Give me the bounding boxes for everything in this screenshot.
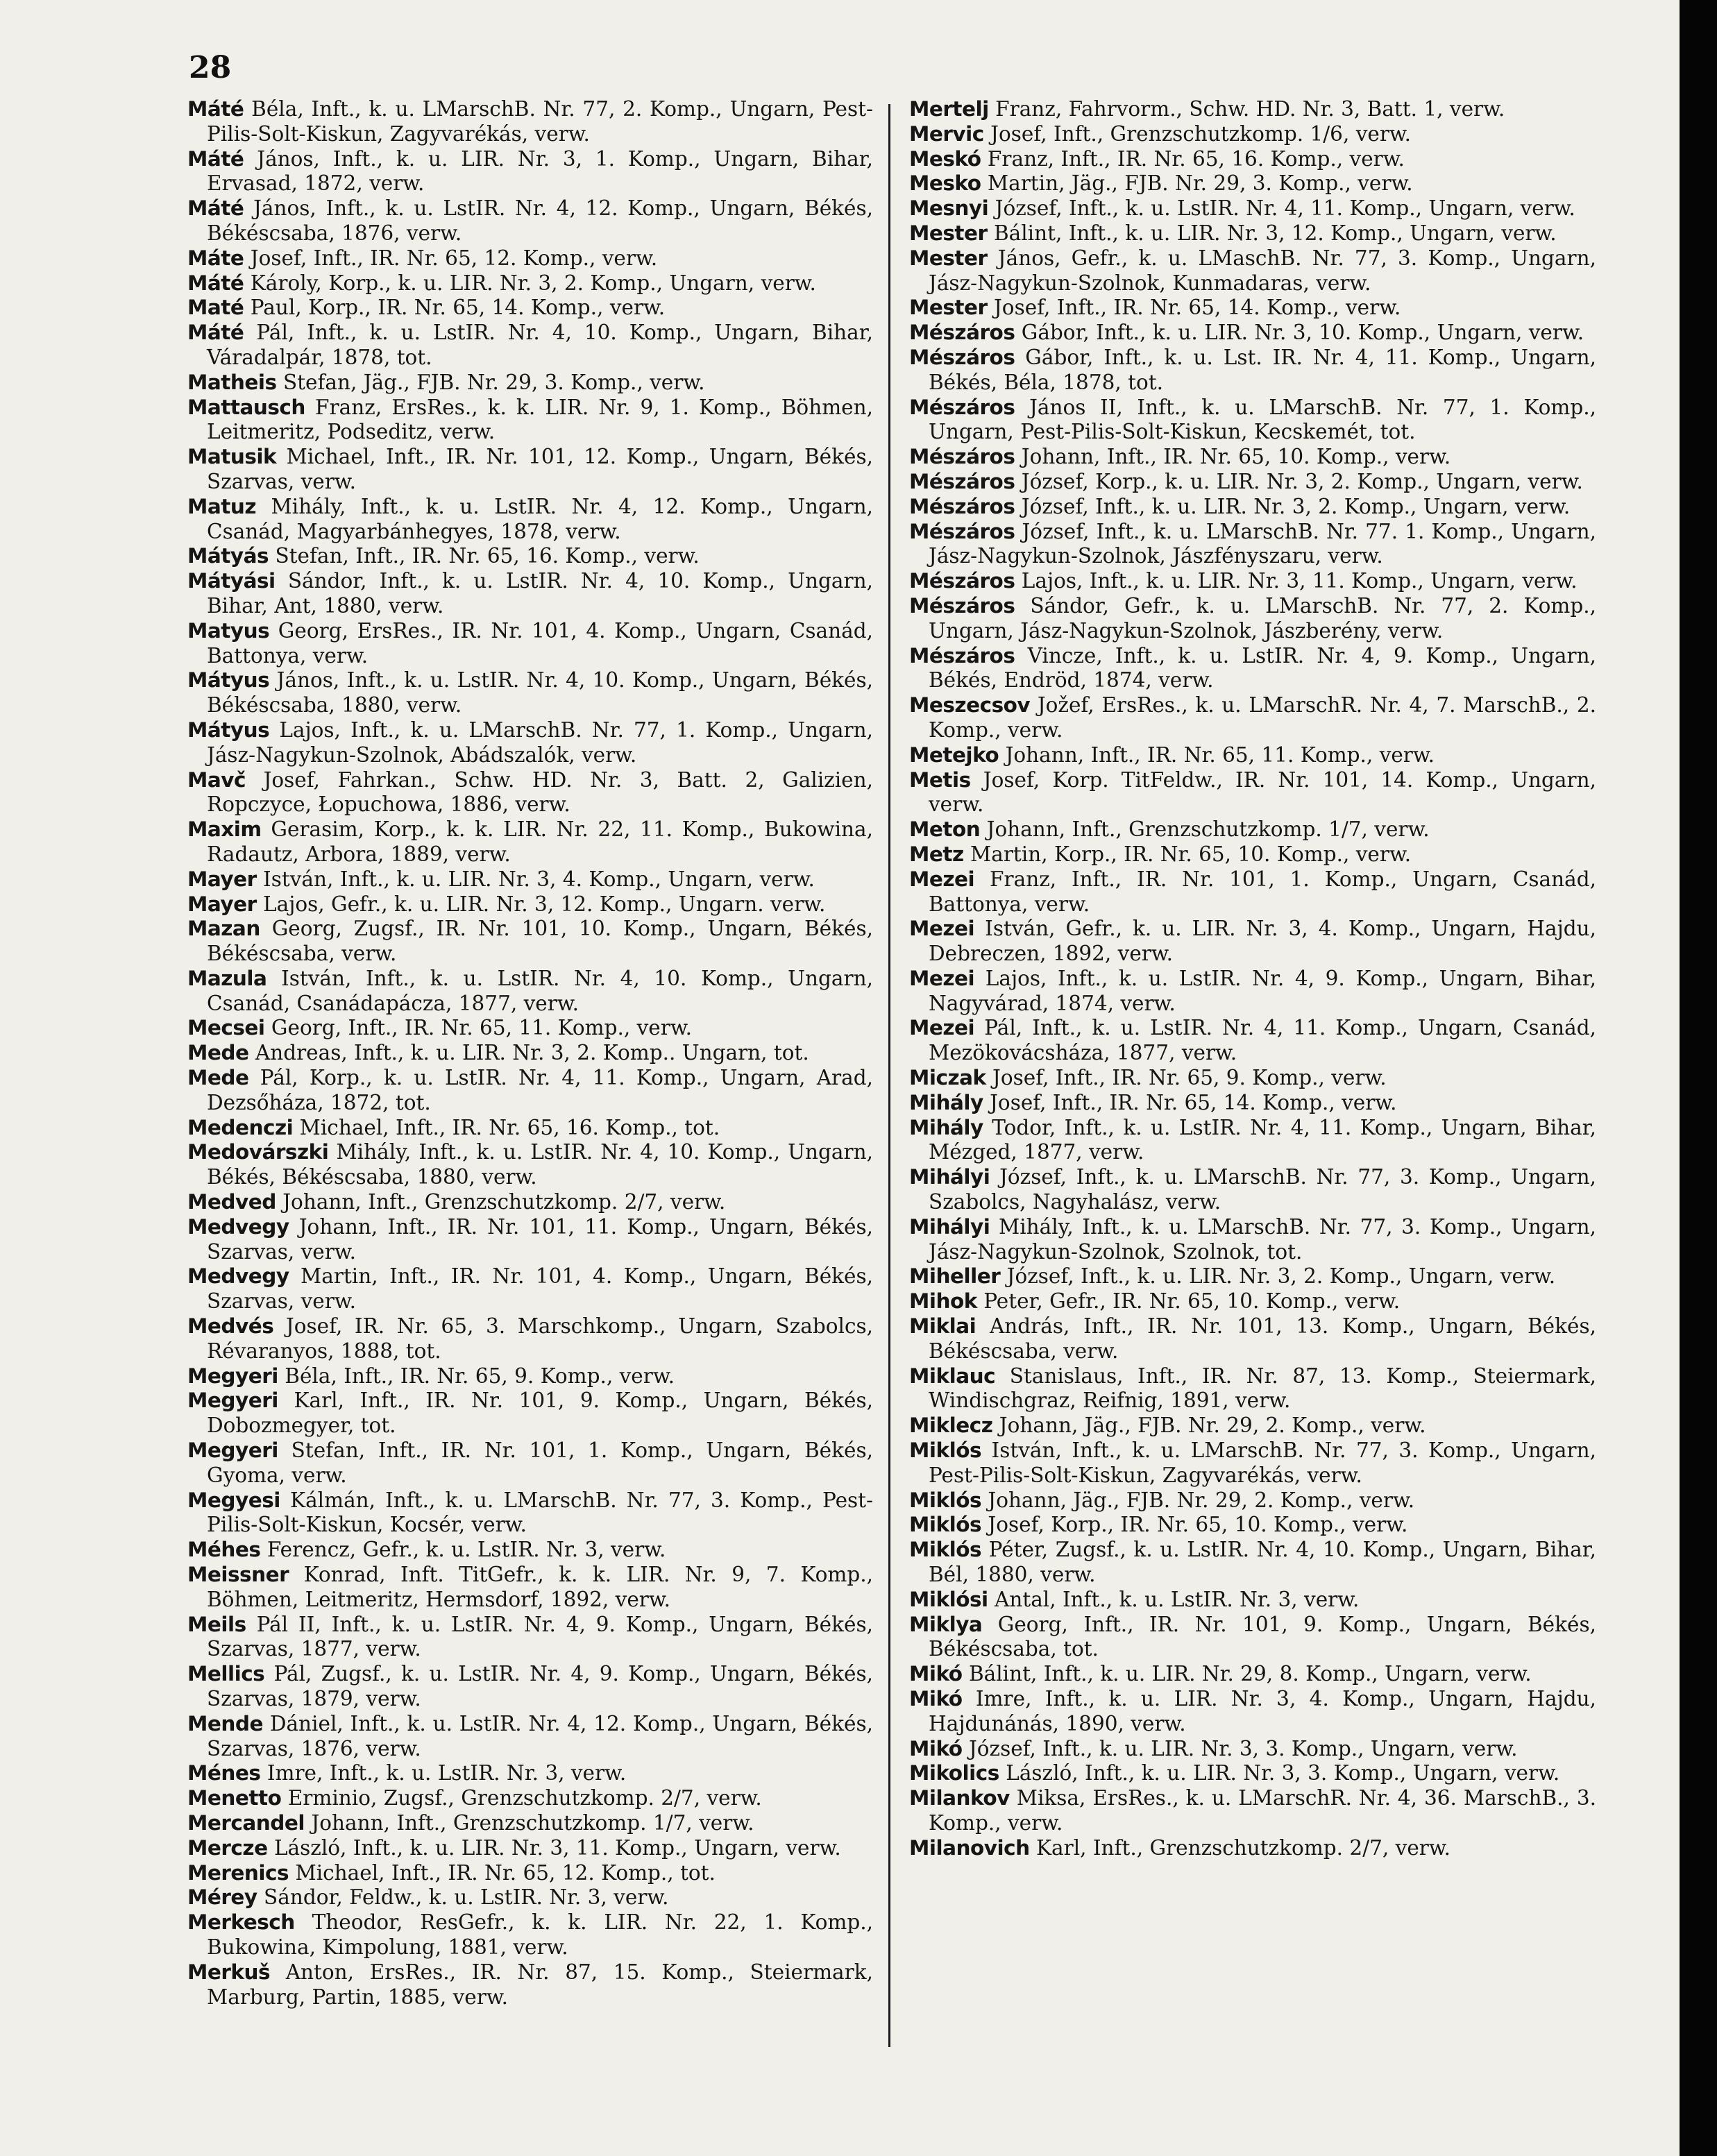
entry-surname: Medvés xyxy=(187,1314,274,1339)
entry-surname: Mészáros xyxy=(909,395,1015,419)
entry-details: Pál, Zugsf., k. u. LstIR. Nr. 4, 9. Komp., Ungarn, Békés, Szarvas, 1879, verw. xyxy=(207,1662,873,1711)
entry-details: Pál II, Inft., k. u. LstIR. Nr. 4, 9. Komp., Ungarn, Békés, Szarvas, 1877, verw. xyxy=(207,1612,873,1661)
list-item xyxy=(909,171,1596,196)
entry-surname: Megyeri xyxy=(187,1389,278,1413)
entry-details: Mihály, Inft., k. u. LstIR. Nr. 4, 12. Komp., Ungarn, Csanád, Magyarbánhegyes, 1878, verw. xyxy=(207,494,873,543)
entry-details: Stefan, Inft., IR. Nr. 101, 1. Komp., Ungarn, Békés, Gyoma, verw. xyxy=(207,1438,873,1487)
entry-details: Sándor, Gefr., k. u. LMarschB. Nr. 77, 2. Komp., Ungarn, Jász-Nagykun-Szolnok, Jászberény, verw. xyxy=(929,593,1596,643)
entry-surname: Miklai xyxy=(909,1314,976,1339)
list-item xyxy=(909,495,1596,520)
entry-surname: Matuz xyxy=(187,494,257,518)
entry-surname: Mezei xyxy=(909,1016,975,1040)
entry-surname: Mészáros xyxy=(909,643,1015,668)
list-item xyxy=(909,1438,1596,1488)
list-item xyxy=(187,1016,873,1041)
list-item xyxy=(909,1488,1596,1513)
list-item xyxy=(909,1538,1596,1588)
list-item xyxy=(909,1289,1596,1314)
entry-details: Georg, Inft., IR. Nr. 65, 11. Komp., verw. xyxy=(271,1016,692,1040)
entry-surname: Mészáros xyxy=(909,445,1015,469)
entry-surname: Metz xyxy=(909,842,964,866)
entry-surname: Mészáros xyxy=(909,569,1015,593)
list-item xyxy=(909,1687,1596,1737)
entry-surname: Mikó xyxy=(909,1662,963,1686)
entry-surname: Maxim xyxy=(187,817,262,842)
entry-surname: Megyesi xyxy=(187,1488,280,1512)
entry-surname: Mezei xyxy=(909,867,975,891)
entry-surname: Mátyási xyxy=(187,569,276,593)
entry-details: Antal, Inft., k. u. LstIR. Nr. 3, verw. xyxy=(995,1587,1360,1611)
entry-details: János, Inft., k. u. LstIR. Nr. 4, 10. Komp., Ungarn, Békés, Békéscsaba, 1880, verw. xyxy=(207,668,873,718)
entry-details: Péter, Zugsf., k. u. LstIR. Nr. 4, 10. Komp., Ungarn, Bihar, Bél, 1880, verw. xyxy=(929,1538,1596,1587)
list-item xyxy=(187,445,873,495)
entry-details: Josef, Inft., IR. Nr. 65, 14. Komp., verw. xyxy=(990,1090,1397,1114)
entry-surname: Merenics xyxy=(187,1860,289,1885)
entry-details: Mihály, Inft., k. u. LMarschB. Nr. 77, 3. Komp., Ungarn, Jász-Nagykun-Szolnok, Szolnok, tot. xyxy=(929,1214,1596,1264)
entry-surname: Mercze xyxy=(187,1835,268,1860)
list-item xyxy=(187,768,873,818)
entry-details: János II, Inft., k. u. LMarschB. Nr. 77, 1. Komp., Ungarn, Pest-Pilis-Solt-Kiskun, Kecskemét, tot. xyxy=(929,395,1596,444)
entry-surname: Máte xyxy=(187,246,244,270)
list-item xyxy=(909,1613,1596,1663)
entry-surname: Matusik xyxy=(187,445,277,469)
entry-surname: Medovárszki xyxy=(187,1140,329,1164)
entry-details: Johann, Inft., Grenzschutzkomp. 1/7, verw. xyxy=(311,1810,754,1835)
entry-surname: Mayer xyxy=(187,867,257,891)
list-item xyxy=(187,271,873,296)
list-item xyxy=(187,892,873,917)
entry-surname: Mazan xyxy=(187,917,260,941)
list-item xyxy=(909,644,1596,694)
list-item xyxy=(909,1016,1596,1066)
list-item xyxy=(187,1613,873,1663)
list-item xyxy=(187,1190,873,1215)
list-item xyxy=(909,196,1596,221)
list-item xyxy=(909,768,1596,818)
entry-surname: Mezei xyxy=(909,966,975,990)
entry-details: Lajos, Inft., k. u. LstIR. Nr. 4, 9. Komp., Ungarn, Bihar, Nagyvárad, 1874, verw. xyxy=(929,966,1597,1015)
entry-details: István, Inft., k. u. LIR. Nr. 3, 4. Komp., Ungarn, verw. xyxy=(263,867,815,891)
entry-surname: Mihály xyxy=(909,1115,983,1139)
list-item xyxy=(909,1314,1596,1364)
entry-surname: Miklós xyxy=(909,1513,982,1537)
entry-details: Franz, Inft., IR. Nr. 101, 1. Komp., Ungarn, Csanád, Battonya, verw. xyxy=(929,867,1596,916)
entry-details: Josef, Korp., IR. Nr. 65, 10. Komp., verw. xyxy=(988,1513,1408,1537)
entry-details: József, Inft., k. u. LMarschB. Nr. 77, 3. Komp., Ungarn, Szabolcs, Nagyhalász, verw. xyxy=(929,1165,1596,1214)
right-column xyxy=(909,97,1596,1861)
entry-details: Karl, Inft., Grenzschutzkomp. 2/7, verw. xyxy=(1035,1835,1451,1860)
entry-surname: Mészáros xyxy=(909,345,1015,369)
entry-surname: Miklós xyxy=(909,1488,982,1512)
list-item xyxy=(187,1215,873,1265)
entry-surname: Miklecz xyxy=(909,1414,993,1438)
entry-details: István, Gefr., k. u. LIR. Nr. 3, 4. Komp., Ungarn, Hajdu, Debreczen, 1892, verw. xyxy=(929,917,1596,966)
list-item xyxy=(187,147,873,197)
entry-surname: Miklós xyxy=(909,1538,982,1562)
list-item xyxy=(187,718,873,768)
list-item xyxy=(187,544,873,569)
entry-surname: Menetto xyxy=(187,1786,282,1810)
entry-surname: Mészáros xyxy=(909,321,1015,345)
entry-details: Béla, Inft., k. u. LMarschB. Nr. 77, 2. Komp., Ungarn, Pest-Pilis-Solt-Kiskun, Zagyvarékás, verw. xyxy=(207,97,873,146)
list-item xyxy=(187,1066,873,1116)
list-item xyxy=(187,1960,873,2010)
list-item xyxy=(909,1588,1596,1613)
entry-surname: Miczak xyxy=(909,1066,986,1090)
entry-surname: Mertelj xyxy=(909,97,989,121)
entry-surname: Milankov xyxy=(909,1786,1010,1810)
entry-surname: Matheis xyxy=(187,370,277,394)
entry-surname: Miklya xyxy=(909,1612,983,1636)
list-item xyxy=(187,867,873,892)
list-item xyxy=(909,693,1596,743)
list-item xyxy=(909,817,1596,842)
entry-details: Josef, Inft., IR. Nr. 65, 12. Komp., verw. xyxy=(250,246,658,270)
entry-surname: Máté xyxy=(187,146,244,171)
list-item xyxy=(909,1786,1596,1836)
entry-details: Georg, Inft., IR. Nr. 101, 9. Komp., Ungarn, Békés, Békéscsaba, tot. xyxy=(929,1612,1596,1661)
entry-surname: Mészáros xyxy=(909,519,1015,543)
entry-details: Jožef, ErsRes., k. u. LMarschR. Nr. 4, 7. MarschB., 2. Komp., verw. xyxy=(929,693,1596,742)
entry-surname: Meils xyxy=(187,1612,246,1636)
list-item xyxy=(187,1041,873,1066)
entry-surname: Mészáros xyxy=(909,494,1015,518)
list-item xyxy=(187,569,873,619)
entry-details: József, Inft., k. u. LstIR. Nr. 4, 11. Komp., Ungarn, verw. xyxy=(995,196,1575,221)
entry-details: András, Inft., IR. Nr. 101, 13. Komp., Ungarn, Békés, Békéscsaba, verw. xyxy=(929,1314,1596,1363)
entry-surname: Mavč xyxy=(187,767,246,792)
entry-surname: Mérey xyxy=(187,1885,257,1910)
list-item xyxy=(187,1488,873,1538)
entry-details: Johann, Inft., Grenzschutzkomp. 2/7, verw. xyxy=(282,1190,726,1214)
entry-surname: Mercandel xyxy=(187,1810,305,1835)
entry-details: Johann, Inft., IR. Nr. 101, 11. Komp., Ungarn, Békés, Szarvas, verw. xyxy=(207,1214,873,1264)
entry-surname: Meszecsov xyxy=(909,693,1031,718)
list-item xyxy=(909,1513,1596,1538)
list-item xyxy=(187,1314,873,1364)
list-item xyxy=(909,1264,1596,1289)
entry-surname: Megyeri xyxy=(187,1364,278,1388)
list-item xyxy=(187,1861,873,1886)
list-item xyxy=(909,122,1596,147)
list-item xyxy=(909,867,1596,917)
entry-surname: Mesko xyxy=(909,171,981,196)
list-item xyxy=(909,917,1596,967)
entry-details: Peter, Gefr., IR. Nr. 65, 10. Komp., verw. xyxy=(983,1289,1401,1314)
entry-details: Stanislaus, Inft., IR. Nr. 87, 13. Komp., Steiermark, Windischgraz, Reifnig, 1891, verw. xyxy=(929,1364,1596,1413)
entry-details: Károly, Korp., k. u. LIR. Nr. 3, 2. Komp., Ungarn, verw. xyxy=(250,271,816,295)
entry-details: Pál, Inft., k. u. LstIR. Nr. 4, 10. Komp., Ungarn, Bihar, Váradalpár, 1878, tot. xyxy=(207,321,873,369)
entry-surname: Máté xyxy=(187,321,244,345)
entry-details: Todor, Inft., k. u. LstIR. Nr. 4, 11. Komp., Ungarn, Bihar, Mézged, 1877, verw. xyxy=(929,1115,1596,1164)
entry-details: Josef, Inft., IR. Nr. 65, 9. Komp., verw. xyxy=(992,1066,1387,1090)
entry-surname: Miklósi xyxy=(909,1587,988,1611)
list-item xyxy=(187,1712,873,1762)
list-item xyxy=(909,1761,1596,1786)
entry-surname: Mede xyxy=(187,1066,249,1090)
entry-details: Lajos, Inft., k. u. LIR. Nr. 3, 11. Komp., Ungarn, verw. xyxy=(1021,569,1578,593)
entry-surname: Meissner xyxy=(187,1563,289,1587)
entry-details: Johann, Inft., IR. Nr. 65, 10. Komp., verw. xyxy=(1021,445,1451,469)
entry-surname: Mellics xyxy=(187,1662,265,1686)
entry-surname: Medenczi xyxy=(187,1115,294,1139)
entry-details: István, Inft., k. u. LstIR. Nr. 4, 10. Komp., Ungarn, Csanád, Csanádapácza, 1877, verw. xyxy=(207,966,873,1015)
list-item xyxy=(909,1116,1596,1166)
list-item xyxy=(187,97,873,147)
list-item xyxy=(187,1811,873,1836)
entry-details: Pál, Inft., k. u. LstIR. Nr. 4, 11. Komp., Ungarn, Csanád, Mezökovácsháza, 1877, verw. xyxy=(929,1016,1596,1065)
entry-details: Josef, Korp. TitFeldw., IR. Nr. 101, 14. Komp., Ungarn, verw. xyxy=(929,767,1596,817)
entry-surname: Mikolics xyxy=(909,1761,999,1785)
list-item xyxy=(909,246,1596,296)
list-item xyxy=(187,1116,873,1141)
entry-details: József, Inft., k. u. LIR. Nr. 3, 2. Komp., Ungarn, verw. xyxy=(1021,494,1571,518)
list-item xyxy=(909,1091,1596,1116)
entry-surname: Miklós xyxy=(909,1438,982,1463)
entry-surname: Máté xyxy=(187,196,244,221)
entry-details: Ferencz, Gefr., k. u. LstIR. Nr. 3, verw. xyxy=(267,1538,666,1562)
entry-surname: Mattausch xyxy=(187,395,305,419)
list-item xyxy=(909,396,1596,445)
list-item xyxy=(909,1836,1596,1861)
entry-surname: Mátyás xyxy=(187,544,269,568)
list-item xyxy=(187,296,873,321)
entry-surname: Mezei xyxy=(909,917,975,941)
entry-details: István, Inft., k. u. LMarschB. Nr. 77, 3. Komp., Ungarn, Pest-Pilis-Solt-Kiskun, Zagyvarékás, verw. xyxy=(929,1438,1596,1487)
list-item xyxy=(909,445,1596,470)
entry-surname: Méhes xyxy=(187,1538,261,1562)
entry-details: Gábor, Inft., k. u. Lst. IR. Nr. 4, 11. Komp., Ungarn, Békés, Béla, 1878, tot. xyxy=(929,345,1596,394)
entry-surname: Megyeri xyxy=(187,1438,278,1463)
entry-surname: Matyus xyxy=(187,618,270,643)
list-item xyxy=(187,1563,873,1613)
list-item xyxy=(187,619,873,669)
entry-details: Konrad, Inft. TitGefr., k. k. LIR. Nr. 9, 7. Komp., Böhmen, Leitmeritz, Hermsdorf, 1892, verw. xyxy=(207,1563,873,1611)
entry-surname: Mihok xyxy=(909,1289,977,1314)
entry-details: Martin, Korp., IR. Nr. 65, 10. Komp., verw. xyxy=(970,842,1412,866)
entry-details: József, Korp., k. u. LIR. Nr. 3, 2. Komp., Ungarn, verw. xyxy=(1021,469,1583,493)
list-item xyxy=(187,1662,873,1712)
entry-surname: Mayer xyxy=(187,892,257,916)
list-item xyxy=(187,371,873,396)
list-item xyxy=(187,917,873,967)
entry-details: Imre, Inft., k. u. LstIR. Nr. 3, verw. xyxy=(267,1761,627,1785)
entry-surname: Merkuš xyxy=(187,1960,271,1984)
entry-details: Sándor, Feldw., k. u. LstIR. Nr. 3, verw. xyxy=(264,1885,669,1910)
entry-details: Stefan, Inft., IR. Nr. 65, 16. Komp., verw. xyxy=(275,544,700,568)
entry-details: Franz, Fahrvorm., Schw. HD. Nr. 3, Batt. 1, verw. xyxy=(995,97,1505,121)
entry-details: Michael, Inft., IR. Nr. 65, 16. Komp., tot. xyxy=(299,1115,720,1139)
list-item xyxy=(909,346,1596,396)
list-item xyxy=(909,842,1596,867)
entry-details: Franz, ErsRes., k. k. LIR. Nr. 9, 1. Komp., Böhmen, Leitmeritz, Podseditz, verw. xyxy=(207,395,873,444)
entry-details: Franz, Inft., IR. Nr. 65, 16. Komp., verw. xyxy=(987,146,1405,171)
entry-details: Bálint, Inft., k. u. LIR. Nr. 3, 12. Komp., Ungarn, verw. xyxy=(993,221,1557,245)
entry-details: Bálint, Inft., k. u. LIR. Nr. 29, 8. Komp., Ungarn, verw. xyxy=(968,1662,1532,1686)
list-item xyxy=(187,246,873,271)
entry-details: Johann, Inft., IR. Nr. 65, 11. Komp., verw. xyxy=(1005,742,1435,767)
list-item xyxy=(187,321,873,371)
entry-surname: Miheller xyxy=(909,1264,1001,1289)
entry-surname: Mikó xyxy=(909,1687,963,1711)
list-item xyxy=(909,1165,1596,1215)
entry-surname: Medvegy xyxy=(187,1264,289,1289)
entry-surname: Mester xyxy=(909,221,988,245)
entry-surname: Medvegy xyxy=(187,1214,289,1239)
list-item xyxy=(909,1066,1596,1091)
entry-surname: Mesnyi xyxy=(909,196,989,221)
entry-details: Gerasim, Korp., k. k. LIR. Nr. 22, 11. Komp., Bukowina, Radautz, Arbora, 1889, verw. xyxy=(207,817,873,866)
entry-details: Johann, Jäg., FJB. Nr. 29, 2. Komp., verw. xyxy=(999,1414,1426,1438)
entry-details: Josef, IR. Nr. 65, 3. Marschkomp., Ungarn, Szabolcs, Révaranyos, 1888, tot. xyxy=(207,1314,873,1363)
list-item xyxy=(909,97,1596,122)
entry-surname: Meskó xyxy=(909,146,981,171)
entry-surname: Metis xyxy=(909,767,971,792)
entry-details: Erminio, Zugsf., Grenzschutzkomp. 2/7, verw. xyxy=(287,1786,762,1810)
list-item xyxy=(187,1910,873,1960)
entry-details: László, Inft., k. u. LIR. Nr. 3, 11. Komp., Ungarn, verw. xyxy=(273,1835,841,1860)
entry-surname: Máté xyxy=(187,271,244,295)
entry-surname: Mihályi xyxy=(909,1214,990,1239)
entry-details: Michael, Inft., IR. Nr. 101, 12. Komp., Ungarn, Békés, Szarvas, verw. xyxy=(207,445,873,493)
list-item xyxy=(909,743,1596,768)
entry-details: Karl, Inft., IR. Nr. 101, 9. Komp., Ungarn, Békés, Dobozmegyer, tot. xyxy=(207,1389,873,1438)
list-item xyxy=(909,296,1596,321)
entry-details: Gábor, Inft., k. u. LIR. Nr. 3, 10. Komp., Ungarn, verw. xyxy=(1021,321,1584,345)
entry-surname: Milanovich xyxy=(909,1835,1030,1860)
list-item xyxy=(909,1662,1596,1687)
entry-details: József, Inft., k. u. LMarschB. Nr. 77. 1. Komp., Ungarn, Jász-Nagykun-Szolnok, Jászfényszaru, verw. xyxy=(929,519,1596,568)
entry-details: Johann, Inft., Grenzschutzkomp. 1/7, verw. xyxy=(986,817,1430,842)
entry-details: Martin, Jäg., FJB. Nr. 29, 3. Komp., verw. xyxy=(987,171,1413,196)
entry-surname: Mede xyxy=(187,1041,249,1065)
entry-details: Béla, Inft., IR. Nr. 65, 9. Komp., verw. xyxy=(285,1364,675,1388)
entry-surname: Máté xyxy=(187,97,244,121)
entry-surname: Mihályi xyxy=(909,1165,990,1189)
entry-surname: Mazula xyxy=(187,966,267,990)
list-item xyxy=(187,1264,873,1314)
list-item xyxy=(187,967,873,1017)
entry-surname: Mátyus xyxy=(187,718,270,742)
entry-surname: Meton xyxy=(909,817,981,842)
entry-details: János, Gefr., k. u. LMaschB. Nr. 77, 3. Komp., Ungarn, Jász-Nagykun-Szolnok, Kunmadaras, verw. xyxy=(929,246,1596,295)
entry-details: László, Inft., k. u. LIR. Nr. 3, 3. Komp., Ungarn, verw. xyxy=(1006,1761,1560,1785)
list-item xyxy=(909,967,1596,1017)
list-item xyxy=(909,321,1596,346)
entry-surname: Mervic xyxy=(909,121,984,146)
entry-details: József, Inft., k. u. LIR. Nr. 3, 2. Komp., Ungarn, verw. xyxy=(1006,1264,1556,1289)
entry-details: Dániel, Inft., k. u. LstIR. Nr. 4, 12. Komp., Ungarn, Békés, Szarvas, 1876, verw. xyxy=(207,1711,873,1760)
list-item xyxy=(187,396,873,445)
entry-details: Paul, Korp., IR. Nr. 65, 14. Komp., verw. xyxy=(250,296,666,320)
column-divider xyxy=(888,104,890,2047)
entry-details: Lajos, Gefr., k. u. LIR. Nr. 3, 12. Komp., Ungarn. verw. xyxy=(263,892,826,916)
list-item xyxy=(187,1761,873,1786)
list-item xyxy=(909,1414,1596,1438)
list-item xyxy=(909,520,1596,570)
entry-surname: Miklauc xyxy=(909,1364,996,1388)
entry-surname: Mészáros xyxy=(909,469,1015,493)
entry-details: Pál, Korp., k. u. LstIR. Nr. 4, 11. Komp., Ungarn, Arad, Dezsőháza, 1872, tot. xyxy=(207,1066,873,1114)
list-item xyxy=(909,569,1596,594)
entry-details: Stefan, Jäg., FJB. Nr. 29, 3. Komp., verw. xyxy=(282,370,705,394)
entry-surname: Mester xyxy=(909,296,988,320)
entry-details: Imre, Inft., k. u. LIR. Nr. 3, 4. Komp., Ungarn, Hajdu, Hajdunánás, 1890, verw. xyxy=(929,1687,1596,1735)
entry-surname: Merkesch xyxy=(187,1910,295,1935)
list-item xyxy=(909,1364,1596,1414)
list-item xyxy=(909,470,1596,495)
entry-details: Johann, Jäg., FJB. Nr. 29, 2. Komp., verw. xyxy=(988,1488,1415,1512)
entry-details: Josef, Inft., Grenzschutzkomp. 1/6, verw. xyxy=(990,121,1412,146)
list-item xyxy=(909,594,1596,644)
list-item xyxy=(187,196,873,246)
entry-details: Andreas, Inft., k. u. LIR. Nr. 3, 2. Komp.. Ungarn, tot. xyxy=(255,1041,809,1065)
entry-surname: Mészáros xyxy=(909,593,1015,618)
entry-surname: Ménes xyxy=(187,1761,261,1785)
list-item xyxy=(187,668,873,718)
list-item xyxy=(909,1737,1596,1762)
list-item xyxy=(187,1389,873,1438)
entry-details: Michael, Inft., IR. Nr. 65, 12. Komp., tot. xyxy=(295,1860,716,1885)
list-item xyxy=(187,1364,873,1389)
list-item xyxy=(187,817,873,867)
entry-details: Josef, Fahrkan., Schw. HD. Nr. 3, Batt. 2, Galizien, Ropczyce, Łopuchowa, 1886, verw. xyxy=(207,767,873,817)
list-item xyxy=(187,1885,873,1910)
entry-details: Mihály, Inft., k. u. LstIR. Nr. 4, 10. Komp., Ungarn, Békés, Békéscsaba, 1880, verw. xyxy=(207,1140,873,1189)
entry-details: Georg, ErsRes., IR. Nr. 101, 4. Komp., Ungarn, Csanád, Battonya, verw. xyxy=(207,618,873,668)
entry-details: Martin, Inft., IR. Nr. 101, 4. Komp., Ungarn, Békés, Szarvas, verw. xyxy=(207,1264,873,1314)
entry-details: Lajos, Inft., k. u. LMarschB. Nr. 77, 1. Komp., Ungarn, Jász-Nagykun-Szolnok, Abádszalók, verw. xyxy=(207,718,873,767)
entry-surname: Mátyus xyxy=(187,668,270,693)
entry-details: Kálmán, Inft., k. u. LMarschB. Nr. 77, 3. Komp., Pest-Pilis-Solt-Kiskun, Kocsér, verw. xyxy=(207,1488,873,1537)
entry-details: Georg, Zugsf., IR. Nr. 101, 10. Komp., Ungarn, Békés, Békéscsaba, verw. xyxy=(207,917,873,966)
list-item xyxy=(187,1786,873,1811)
list-item xyxy=(909,147,1596,172)
entry-surname: Mecsei xyxy=(187,1016,265,1040)
entry-details: Anton, ErsRes., IR. Nr. 87, 15. Komp., Steiermark, Marburg, Partin, 1885, verw. xyxy=(207,1960,873,2009)
list-item xyxy=(909,221,1596,246)
entry-details: Miksa, ErsRes., k. u. LMarschR. Nr. 4, 36. MarschB., 3. Komp., verw. xyxy=(929,1786,1596,1835)
entry-details: Josef, Inft., IR. Nr. 65, 14. Komp., verw. xyxy=(993,296,1401,320)
list-item xyxy=(909,1215,1596,1265)
list-item xyxy=(187,495,873,545)
entry-surname: Medved xyxy=(187,1190,276,1214)
entry-details: Vincze, Inft., k. u. LstIR. Nr. 4, 9. Komp., Ungarn, Békés, Endröd, 1874, verw. xyxy=(929,643,1596,693)
entry-surname: Mikó xyxy=(909,1736,963,1760)
entry-details: János, Inft., k. u. LstIR. Nr. 4, 12. Komp., Ungarn, Békés, Békéscsaba, 1876, verw. xyxy=(207,196,873,245)
scan-edge xyxy=(1680,0,1717,2156)
page-number: 28 xyxy=(189,50,232,85)
list-item xyxy=(187,1538,873,1563)
list-item xyxy=(187,1438,873,1488)
entry-details: János, Inft., k. u. LIR. Nr. 3, 1. Komp., Ungarn, Bihar, Ervasad, 1872, verw. xyxy=(207,146,873,196)
entry-surname: Maté xyxy=(187,296,244,320)
entry-details: Sándor, Inft., k. u. LstIR. Nr. 4, 10. Komp., Ungarn, Bihar, Ant, 1880, verw. xyxy=(207,569,873,618)
left-column xyxy=(187,97,873,2010)
list-item xyxy=(187,1836,873,1861)
list-item xyxy=(187,1140,873,1190)
entry-surname: Mende xyxy=(187,1711,263,1735)
entry-details: József, Inft., k. u. LIR. Nr. 3, 3. Komp., Ungarn, verw. xyxy=(968,1736,1518,1760)
entry-details: Theodor, ResGefr., k. k. LIR. Nr. 22, 1. Komp., Bukowina, Kimpolung, 1881, verw. xyxy=(207,1910,873,1959)
entry-surname: Metejko xyxy=(909,742,999,767)
entry-surname: Mester xyxy=(909,246,988,270)
entry-surname: Mihály xyxy=(909,1090,983,1114)
